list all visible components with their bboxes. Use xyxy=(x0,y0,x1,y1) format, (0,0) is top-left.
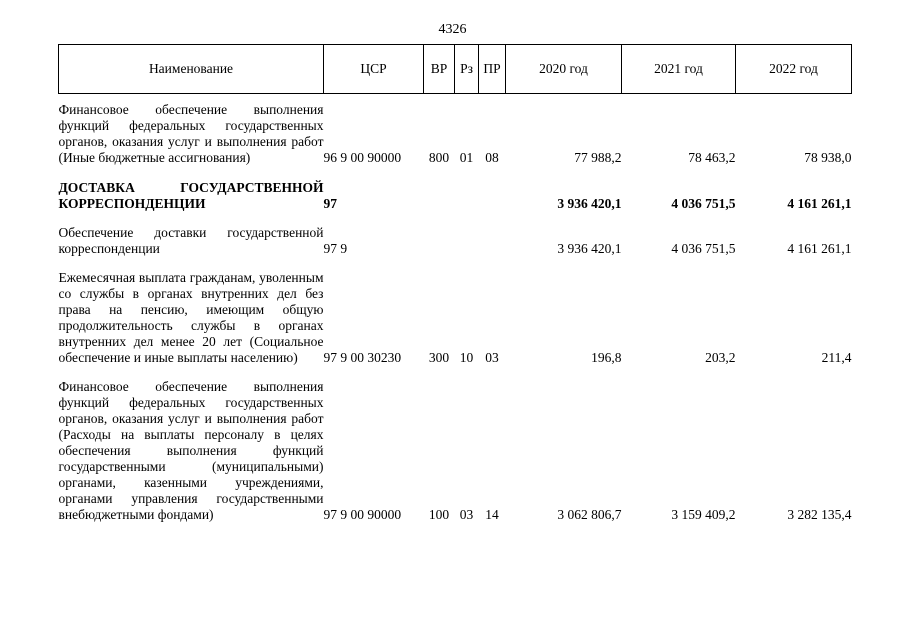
row-2022: 211,4 xyxy=(821,350,852,365)
table-row xyxy=(59,102,852,166)
row-2021: 78 463,2 xyxy=(688,150,736,165)
row-2022: 78 938,0 xyxy=(804,150,852,165)
row-rz xyxy=(455,180,479,212)
row-pr: 14 xyxy=(485,507,499,522)
row-2022: 4 161 261,1 xyxy=(787,241,852,256)
row-csr: 96 9 00 90000 xyxy=(323,150,402,165)
table-row xyxy=(59,270,852,366)
row-name: Финансовое обеспечение выполнения функций федеральных государственных органов, оказания услуг и выполнения работ (Иные бюджетные ассигнования) xyxy=(58,102,324,165)
header-rz: Рз xyxy=(455,45,479,94)
row-csr: 97 xyxy=(323,196,337,211)
row-name: Обеспечение доставки государственной корреспонденции xyxy=(58,225,324,256)
row-csr: 97 9 xyxy=(323,241,348,256)
row-pr: 03 xyxy=(485,350,499,365)
row-name: ДОСТАВКА ГОСУДАРСТВЕННОЙ КОРРЕСПОНДЕНЦИИ xyxy=(58,180,324,211)
row-2020: 77 988,2 xyxy=(574,150,622,165)
row-csr: 97 9 00 30230 xyxy=(323,350,402,365)
row-vr: 800 xyxy=(428,150,450,165)
row-name: Финансовое обеспечение выполнения функций федеральных государственных органов, оказания услуг и выполнения работ (Расходы на выплаты персоналу в целях обеспечения выполнения функций государственными (муниципальными) органами, казенными учреждениями, органами управления государственными внебюджетными фондами) xyxy=(58,379,324,522)
row-rz: 01 xyxy=(459,150,474,165)
budget-table xyxy=(58,44,852,523)
row-2021: 4 036 751,5 xyxy=(671,196,736,211)
header-name: Наименование xyxy=(59,45,324,94)
row-2020: 3 936 420,1 xyxy=(557,241,622,256)
row-pr xyxy=(479,225,506,257)
header-vr: ВР xyxy=(424,45,455,94)
header-2022: 2022 год xyxy=(736,45,852,94)
row-vr: 100 xyxy=(428,507,450,522)
row-vr: 300 xyxy=(428,350,450,365)
table-row xyxy=(59,225,852,257)
row-2020: 196,8 xyxy=(591,350,622,365)
header-2021: 2021 год xyxy=(622,45,736,94)
row-2020: 3 062 806,7 xyxy=(557,507,622,522)
table-row xyxy=(59,379,852,523)
header-pr: ПР xyxy=(479,45,506,94)
row-rz xyxy=(455,225,479,257)
table-header-row xyxy=(59,45,852,94)
row-csr: 97 9 00 90000 xyxy=(323,507,402,522)
row-name: Ежемесячная выплата гражданам, уволенным со службы в органах внутренних дел без права на пенсию, имеющим общую продолжительность службы в органах внутренних дел менее 20 лет (Социальное обеспечение и иные выплаты населению) xyxy=(58,270,324,365)
page-number: 4326 xyxy=(438,22,467,37)
row-pr xyxy=(479,180,506,212)
row-2022: 4 161 261,1 xyxy=(787,196,852,211)
header-2020: 2020 год xyxy=(506,45,622,94)
row-2021: 3 159 409,2 xyxy=(671,507,736,522)
row-2021: 203,2 xyxy=(705,350,736,365)
row-vr xyxy=(424,180,455,212)
row-2020: 3 936 420,1 xyxy=(557,196,622,211)
row-pr: 08 xyxy=(485,150,499,165)
header-csr: ЦСР xyxy=(324,45,424,94)
row-rz: 10 xyxy=(459,350,474,365)
table-row xyxy=(59,180,852,212)
row-2021: 4 036 751,5 xyxy=(671,241,736,256)
row-2022: 3 282 135,4 xyxy=(787,507,852,522)
row-rz: 03 xyxy=(459,507,474,522)
row-vr xyxy=(424,225,455,257)
